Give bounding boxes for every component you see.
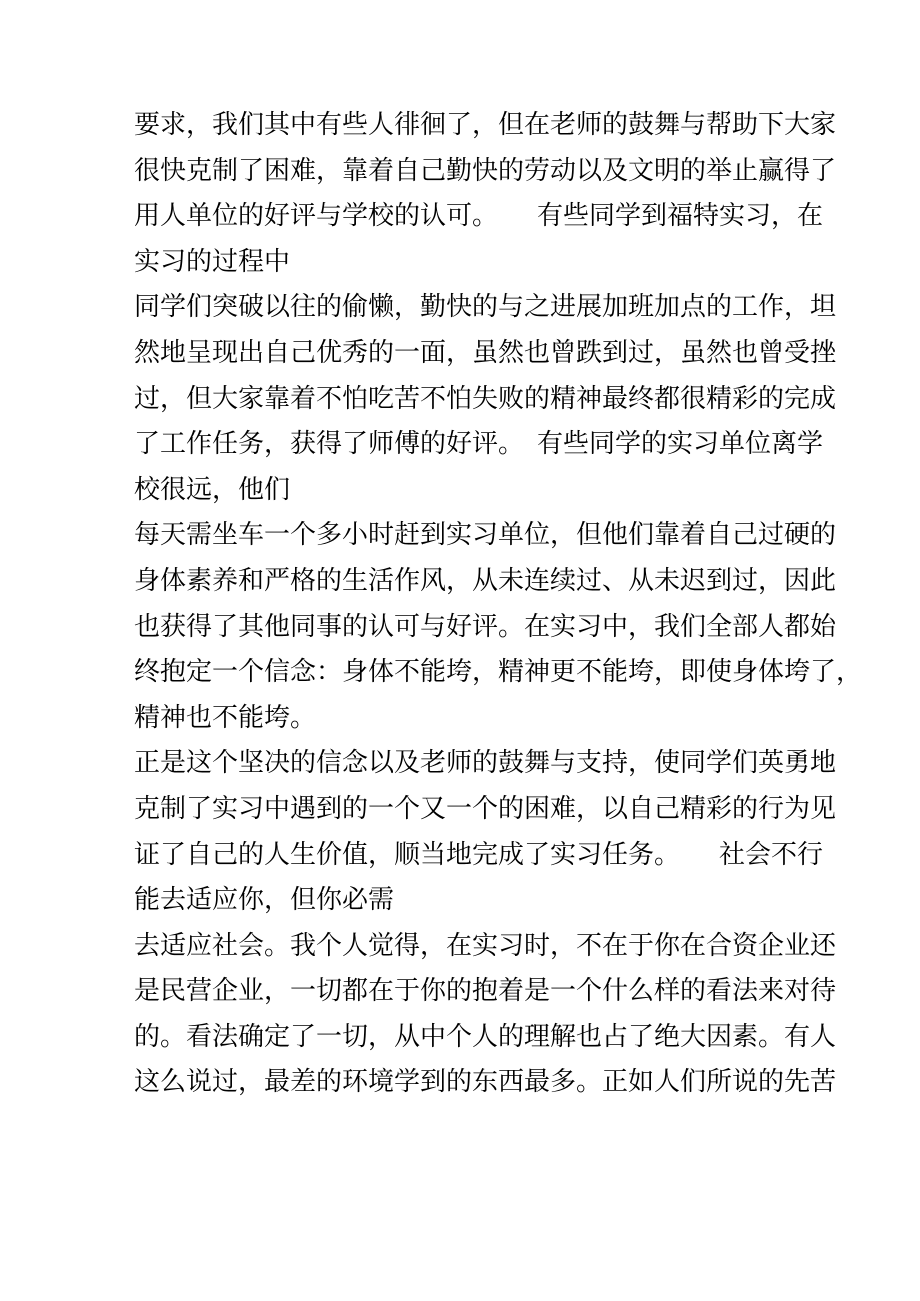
text-line: 这么说过，最差的环境学到的东西最多。正如人们所说的先苦 [134, 1067, 837, 1098]
text-line: 证了自己的人生价值，顺当地完成了实习任务。 社会不行 [134, 839, 824, 870]
text-line: 了工作任务，获得了师傅的好评。 有些同学的实习单位离学 [134, 429, 824, 460]
text-line: 能去适应你，但你必需 [134, 885, 395, 916]
body-text [134, 103, 863, 1106]
text-line: 正是这个坚决的信念以及老师的鼓舞与支持，使同学们英勇地 [134, 748, 837, 779]
text-line: 很快克制了困难，靠着自己勤快的劳动以及文明的举止赢得了 [134, 155, 837, 186]
text-line: 是民营企业，一切都在于你的抱着是一个什么样的看法来对待 [134, 976, 837, 1007]
text-line: 精神也不能垮。 [134, 702, 317, 733]
text-line: 过，但大家靠着不怕吃苦不怕失败的精神最终都很精彩的完成 [134, 383, 837, 414]
text-line: 也获得了其他同事的认可与好评。在实习中，我们全部人都始 [134, 611, 837, 642]
text-line: 的。看法确定了一切，从中个人的理解也占了绝大因素。有人 [134, 1021, 837, 1052]
text-line: 身体素养和严格的生活作风，从未连续过、从未迟到过，因此 [134, 565, 837, 596]
text-line: 同学们突破以往的偷懒，勤快的与之进展加班加点的工作，坦 [134, 292, 837, 323]
text-line: 实习的过程中 [134, 246, 291, 277]
text-line: 然地呈现出自己优秀的一面，虽然也曾跌到过，虽然也曾受挫 [134, 337, 837, 368]
text-line: 用人单位的好评与学校的认可。 有些同学到福特实习，在 [134, 201, 824, 232]
text-line: 每天需坐车一个多小时赶到实习单位，但他们靠着自己过硬的 [134, 520, 837, 551]
text-line: 要求，我们其中有些人徘徊了，但在老师的鼓舞与帮助下大家 [134, 110, 837, 140]
text-line: 去适应社会。我个人觉得，在实习时，不在于你在合资企业还 [134, 930, 837, 961]
text-line: 终抱定一个信念：身体不能垮，精神更不能垮，即使身体垮了， [134, 657, 863, 688]
text-line: 校很远，他们 [134, 474, 291, 505]
text-line: 克制了实习中遇到的一个又一个的困难，以自己精彩的行为见 [134, 793, 837, 824]
